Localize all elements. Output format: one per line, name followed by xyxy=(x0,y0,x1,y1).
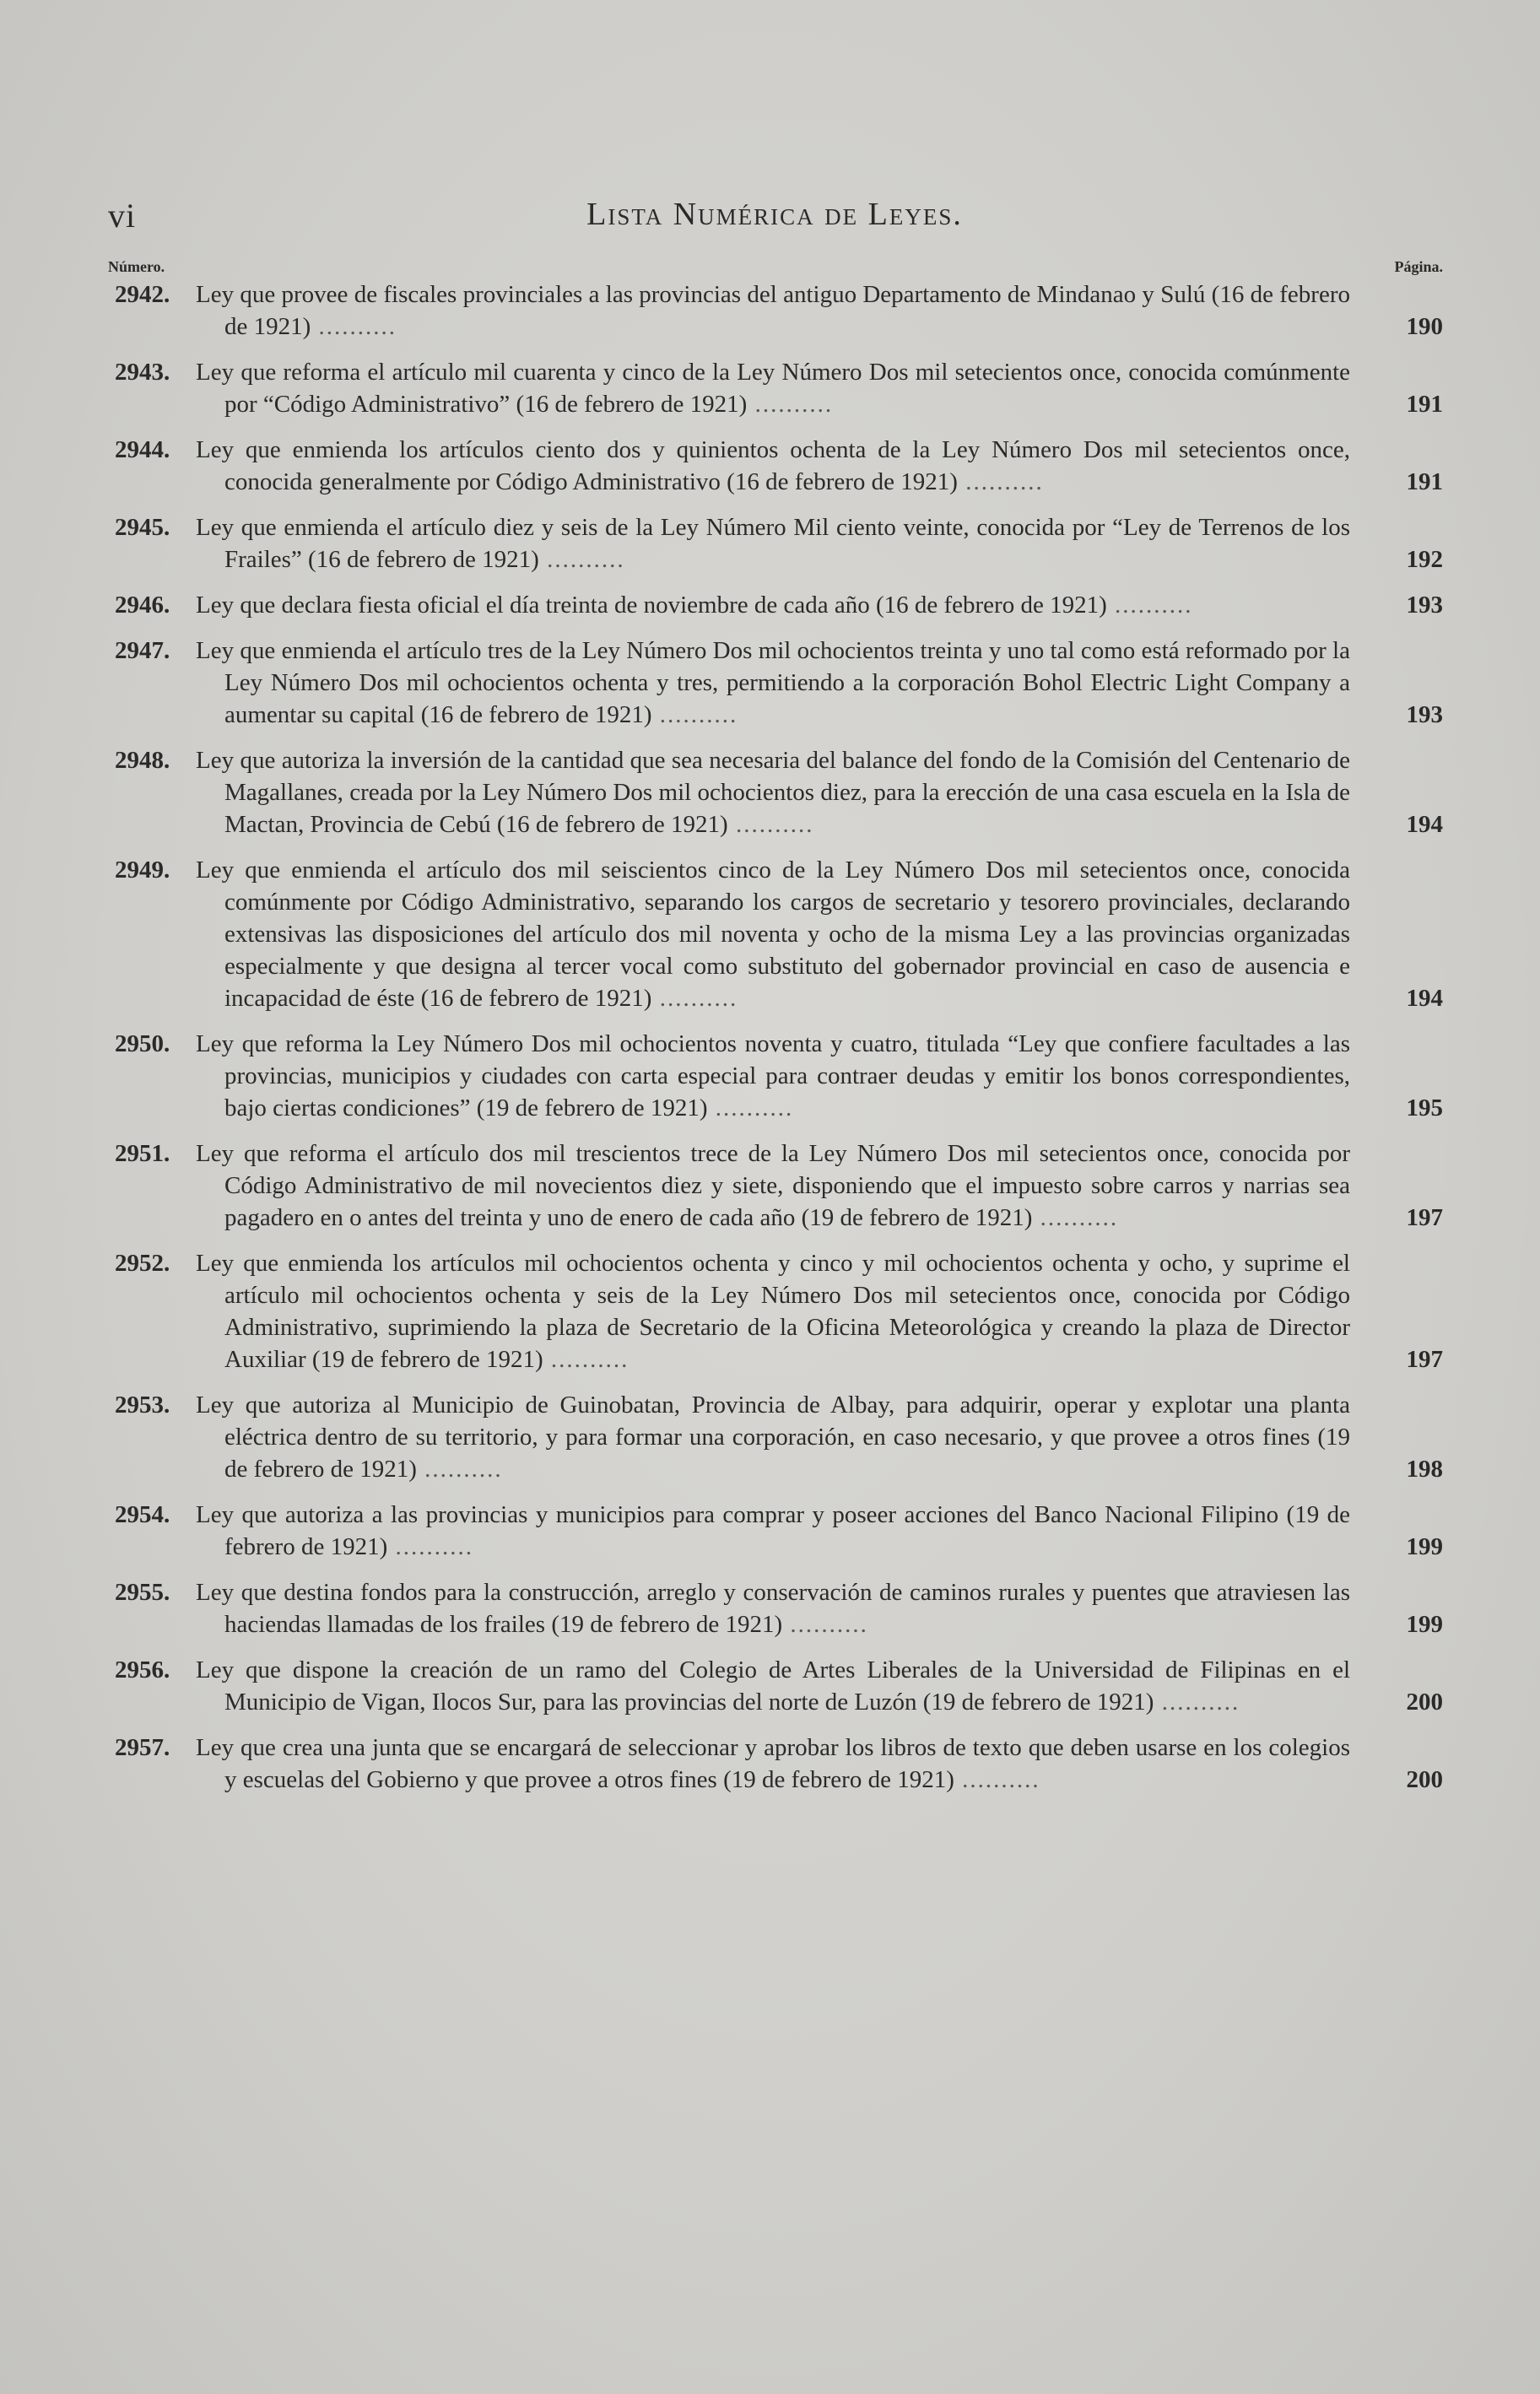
page-number: 199 xyxy=(1406,1533,1443,1560)
law-number: 2957. xyxy=(115,1734,170,1761)
list-item xyxy=(115,854,1443,1014)
law-title-text: Ley que autoriza al Municipio de Guinobatan, Provincia de Albay, para adquirir, operar y explotar una planta eléctrica dentro de su territorio, y para formar una corporación, en caso necesario, y que provee a otros fines (19 de febrero de 1921) xyxy=(196,1392,1350,1483)
page-number: 200 xyxy=(1406,1689,1443,1716)
law-title-text: Ley que destina fondos para la construcción, arreglo y conservación de caminos rurales y puentes que atraviesen las haciendas llamadas de los frailes (19 de febrero de 1921) xyxy=(196,1579,1350,1638)
column-heading-pagina: Página. xyxy=(1394,258,1443,275)
law-title-text: Ley que enmienda los artículos mil ochocientos ochenta y cinco y mil ochocientos ochenta y ocho, y suprime el artículo mil ochocientos ochenta y seis de la Ley Número Dos mil setecientos once, conocida por Código Administrativo, suprimiendo la plaza de Secretario de la Oficina Meteorológica y creando la plaza de Director Auxiliar (19 de febrero de 1921) xyxy=(196,1250,1350,1373)
dot-leader: .......... xyxy=(651,985,738,1012)
list-item xyxy=(115,278,1443,343)
list-item xyxy=(115,1732,1443,1796)
page-number: 191 xyxy=(1406,468,1443,495)
list-item xyxy=(115,589,1443,621)
page-number: 194 xyxy=(1406,985,1443,1012)
list-item xyxy=(115,1654,1443,1718)
law-title xyxy=(196,1138,1350,1234)
law-number: 2950. xyxy=(115,1030,170,1057)
page-header xyxy=(108,196,1441,246)
law-title xyxy=(196,1389,1350,1485)
page-number: 197 xyxy=(1406,1204,1443,1231)
law-title-text: Ley que autoriza la inversión de la cantidad que sea necesaria del balance del fondo de la Comisión del Centenario de Magallanes, creada por la Ley Número Dos mil ochocientos diez, para la erección de una casa escuela en la Isla de Mactan, Provincia de Cebú (16 de febrero de 1921) xyxy=(196,747,1350,838)
dot-leader: .......... xyxy=(782,1611,868,1638)
law-list xyxy=(115,278,1443,1809)
law-title-text: Ley que reforma el artículo mil cuarenta y cinco de la Ley Número Dos mil setecientos once, conocida comúnmente por “Código Administrativo” (16 de febrero de 1921) xyxy=(196,359,1350,418)
list-item xyxy=(115,635,1443,731)
page-number: 193 xyxy=(1406,592,1443,619)
law-number: 2953. xyxy=(115,1392,170,1419)
law-title xyxy=(196,1576,1350,1640)
dot-leader: .......... xyxy=(416,1456,503,1483)
dot-leader: .......... xyxy=(707,1094,794,1121)
law-number: 2948. xyxy=(115,747,170,774)
dot-leader: .......... xyxy=(1106,592,1193,619)
law-number: 2955. xyxy=(115,1579,170,1606)
law-title-text: Ley que dispone la creación de un ramo del Colegio de Artes Liberales de la Universidad de Filipinas en el Municipio de Vigan, Ilocos Sur, para las provincias del norte de Luzón (19 de febrero de 1921) xyxy=(196,1656,1350,1716)
page-number: 199 xyxy=(1406,1611,1443,1638)
page-number: 200 xyxy=(1406,1766,1443,1793)
law-number: 2942. xyxy=(115,281,170,308)
dot-leader: .......... xyxy=(1032,1204,1119,1231)
list-item xyxy=(115,1499,1443,1563)
dot-leader: .......... xyxy=(727,811,814,838)
law-title-text: Ley que enmienda el artículo dos mil seiscientos cinco de la Ley Número Dos mil setecientos once, conocida comúnmente por Código Administrativo, separando los cargos de secretario y tesorero provinciales, declarando extensivas las disposiciones del artículo dos mil noventa y ocho de la misma Ley a las provincias organizadas especialmente y que designa al tercer vocal como substituto del gobernador provincial en caso de ausencia e incapacidad de éste (16 de febrero de 1921) xyxy=(196,857,1350,1012)
law-title xyxy=(196,1499,1350,1563)
law-title-text: Ley que enmienda el artículo tres de la Ley Número Dos mil ochocientos treinta y uno tal como está reformado por la Ley Número Dos mil ochocientos ochenta y tres, permitiendo a la corporación Bohol Electric Light Company a aumentar su capital (16 de febrero de 1921) xyxy=(196,637,1350,728)
list-item xyxy=(115,1576,1443,1640)
list-item xyxy=(115,511,1443,576)
page-number: 192 xyxy=(1406,546,1443,573)
law-title xyxy=(196,744,1350,840)
dot-leader: .......... xyxy=(651,701,738,728)
law-number: 2949. xyxy=(115,857,170,884)
dot-leader: .......... xyxy=(387,1533,473,1560)
page-number: 197 xyxy=(1406,1346,1443,1373)
list-item xyxy=(115,1138,1443,1234)
law-number: 2945. xyxy=(115,514,170,541)
dot-leader: .......... xyxy=(957,468,1044,495)
law-title xyxy=(196,278,1350,343)
dot-leader: .......... xyxy=(311,313,397,340)
law-title xyxy=(196,589,1350,621)
law-title xyxy=(196,635,1350,731)
law-number: 2956. xyxy=(115,1656,170,1683)
law-title xyxy=(196,1654,1350,1718)
law-number: 2952. xyxy=(115,1250,170,1277)
law-title-text: Ley que autoriza a las provincias y municipios para comprar y poseer acciones del Banco Nacional Filipino (19 de febrero de 1921) xyxy=(196,1501,1350,1560)
law-number: 2947. xyxy=(115,637,170,664)
list-item xyxy=(115,1389,1443,1485)
page-number: 191 xyxy=(1406,391,1443,418)
list-item xyxy=(115,1028,1443,1124)
law-number: 2944. xyxy=(115,436,170,463)
law-title xyxy=(196,511,1350,576)
law-title xyxy=(196,1247,1350,1375)
dot-leader: .......... xyxy=(543,1346,630,1373)
law-title-text: Ley que enmienda el artículo diez y seis de la Ley Número Mil ciento veinte, conocida por “Ley de Terrenos de los Frailes” (16 de febrero de 1921) xyxy=(196,514,1350,573)
dot-leader: .......... xyxy=(747,391,834,418)
dot-leader: .......... xyxy=(1154,1689,1240,1716)
page-number: 198 xyxy=(1406,1456,1443,1483)
list-item xyxy=(115,744,1443,840)
law-title-text: Ley que provee de fiscales provinciales a las provincias del antiguo Departamento de Mindanao y Sulú (16 de febrero de 1921) xyxy=(196,281,1350,340)
dot-leader: .......... xyxy=(954,1766,1040,1793)
law-title-text: Ley que declara fiesta oficial el día treinta de noviembre de cada año (16 de febrero de 1921) xyxy=(196,592,1107,619)
law-title-text: Ley que reforma la Ley Número Dos mil ochocientos noventa y cuatro, titulada “Ley que confiere facultades a las provincias, municipios y ciudades con carta especial para contraer deudas y emitir los bonos correspondientes, bajo ciertas condiciones” (19 de febrero de 1921) xyxy=(196,1030,1350,1121)
law-title xyxy=(196,1028,1350,1124)
page-folio: vi xyxy=(108,197,137,235)
law-title-text: Ley que crea una junta que se encargará de seleccionar y aprobar los libros de texto que deben usarse en los colegios y escuelas del Gobierno y que provee a otros fines (19 de febrero de 1921) xyxy=(196,1734,1350,1793)
running-title: Lista Numérica de Leyes. xyxy=(586,197,963,232)
law-number: 2943. xyxy=(115,359,170,386)
list-item xyxy=(115,356,1443,420)
page-number: 194 xyxy=(1406,811,1443,838)
law-title xyxy=(196,854,1350,1014)
page-number: 193 xyxy=(1406,701,1443,728)
law-title xyxy=(196,434,1350,498)
column-heading-numero: Número. xyxy=(108,258,165,275)
page-number: 190 xyxy=(1406,313,1443,340)
list-item xyxy=(115,1247,1443,1375)
law-number: 2946. xyxy=(115,592,170,619)
law-number: 2951. xyxy=(115,1140,170,1167)
law-number: 2954. xyxy=(115,1501,170,1528)
page-number: 195 xyxy=(1406,1094,1443,1121)
law-title xyxy=(196,1732,1350,1796)
law-title xyxy=(196,356,1350,420)
dot-leader: .......... xyxy=(538,546,625,573)
law-title-text: Ley que enmienda los artículos ciento dos y quinientos ochenta de la Ley Número Dos mil setecientos once, conocida generalmente por Código Administrativo (16 de febrero de 1921) xyxy=(196,436,1350,495)
law-title-text: Ley que reforma el artículo dos mil trescientos trece de la Ley Número Dos mil setecientos once, conocida por Código Administrativo de mil novecientos diez y siete, disponiendo que el impuesto sobre carros y narrias sea pagadero en o antes del treinta y uno de enero de cada año (19 de febrero de 1921) xyxy=(196,1140,1350,1231)
list-item xyxy=(115,434,1443,498)
